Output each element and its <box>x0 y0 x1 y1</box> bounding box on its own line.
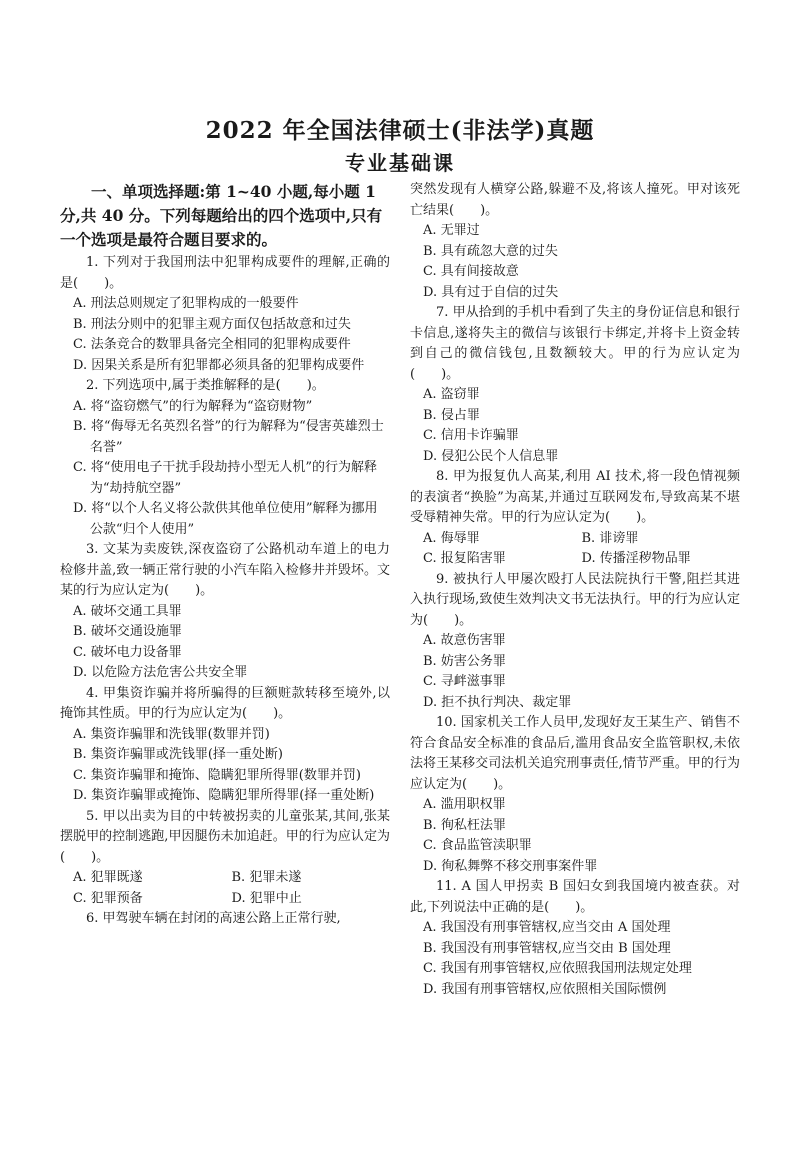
option-d: D. 侵犯公民个人信息罪 <box>423 448 559 464</box>
option-a: A. 将“盗窃燃气”的行为解释为“盗窃财物” <box>73 398 313 414</box>
option-d: D. 将“以个人名义将公款供其他单位使用”解释为挪用公款“归个人使用” <box>73 501 378 537</box>
option-b: B. 刑法分则中的犯罪主观方面仅包括故意和过失 <box>73 316 351 332</box>
option-row <box>60 868 390 889</box>
option-d: D. 拒不执行判决、裁定罪 <box>423 694 572 710</box>
question-stem: 10. 国家机关工作人员甲,发现好友王某生产、销售不符合食品安全标准的食品后,滥用食品安全监管职权,未依法将王某移交司法机关追究刑事责任,情节严重。甲的行为应认定为( )。 <box>410 715 740 792</box>
question-stem: 3. 文某为卖废铁,深夜盗窃了公路机动车道上的电力检修井盖,致一辆正常行驶的小汽车陷入检修井并毁坏。文某的行为应认定为( )。 <box>60 542 390 598</box>
option-a: A. 犯罪既遂 <box>73 870 143 885</box>
option-c: C. 集资诈骗罪和掩饰、隐瞒犯罪所得罪(数罪并罚) <box>73 767 361 783</box>
option-a: A. 无罪过 <box>423 223 480 238</box>
question-stem: 6. 甲驾驶车辆在封闭的高速公路上正常行驶, <box>86 911 341 926</box>
option-a: A. 集资诈骗罪和洗钱罪(数罪并罚) <box>73 726 270 742</box>
option-b: B. 将“侮辱无名英烈名誉”的行为解释为“侵害英雄烈士名誉” <box>73 419 384 455</box>
question-1 <box>60 253 390 376</box>
option-c: C. 法条竞合的数罪具备完全相同的犯罪构成要件 <box>73 337 351 352</box>
option-b: B. 犯罪未遂 <box>231 870 302 885</box>
option-a: A. 我国没有刑事管辖权,应当交由 A 国处理 <box>423 920 671 935</box>
option-a: A. 滥用职权罪 <box>423 797 506 812</box>
option-c: C. 犯罪预备 <box>73 890 143 906</box>
option-c: C. 寻衅滋事罪 <box>423 674 506 689</box>
option-c: C. 将“使用电子干扰手段劫持小型无人机”的行为解释为“劫持航空器” <box>73 460 378 496</box>
question-7 <box>410 303 740 467</box>
option-c: C. 报复陷害罪 <box>423 551 506 566</box>
page-title: 2022 年全国法律硕士(非法学)真题 <box>205 117 595 144</box>
option-b: B. 具有疏忽大意的过失 <box>423 243 558 259</box>
question-stem: 1. 下列对于我国刑法中犯罪构成要件的理解,正确的是( )。 <box>60 255 390 291</box>
left-column <box>60 180 390 930</box>
question-9 <box>410 570 740 714</box>
option-a: A. 故意伤害罪 <box>423 633 506 648</box>
question-10 <box>410 713 740 877</box>
page-subtitle: 专业基础课 <box>345 151 455 175</box>
option-d: D. 具有过于自信的过失 <box>423 284 559 300</box>
option-d: D. 因果关系是所有犯罪都必须具备的犯罪构成要件 <box>73 357 365 373</box>
option-d: D. 徇私舞弊不移交刑事案件罪 <box>423 858 598 874</box>
option-d: D. 以危险方法危害公共安全罪 <box>73 665 248 680</box>
option-c: C. 我国有刑事管辖权,应依照我国刑法规定处理 <box>423 961 692 976</box>
section-heading: 一、单项选择题:第 1~40 小题,每小题 1 分,共 40 分。下列每题给出的四个选项中,只有一个选项是最符合题目要求的。 <box>60 182 383 249</box>
right-column <box>410 180 740 1000</box>
option-row <box>410 549 740 570</box>
option-row <box>60 889 390 910</box>
option-c: C. 食品监管渎职罪 <box>423 838 532 853</box>
question-2 <box>60 376 390 540</box>
option-a: A. 破坏交通工具罪 <box>73 603 182 619</box>
option-d: D. 我国有刑事管辖权,应依照相关国际惯例 <box>423 981 667 997</box>
question-stem: 9. 被执行人甲屡次殴打人民法院执行干警,阻拦其进入执行现场,致使生效判决文书无法执行。甲的行为应认定为( )。 <box>410 571 740 628</box>
question-stem: 5. 甲以出卖为目的中转被拐卖的儿童张某,其间,张某摆脱甲的控制逃跑,甲因腿伤未加追赶。甲的行为应认定为( )。 <box>60 808 390 865</box>
question-4 <box>60 684 390 807</box>
option-a: A. 刑法总则规定了犯罪构成的一般要件 <box>73 296 299 311</box>
option-b: B. 徇私枉法罪 <box>423 817 506 833</box>
question-stem: 2. 下列选项中,属于类推解释的是( )。 <box>86 378 325 393</box>
option-b: B. 妨害公务罪 <box>423 653 506 669</box>
option-a: A. 侮辱罪 <box>423 530 480 546</box>
option-c: C. 信用卡诈骗罪 <box>423 428 519 443</box>
option-d: D. 集资诈骗罪或掩饰、隐瞒犯罪所得罪(择一重处断) <box>73 788 375 803</box>
question-11 <box>410 877 740 1000</box>
question-8 <box>410 467 740 570</box>
question-5 <box>60 807 390 910</box>
option-d: D. 传播淫秽物品罪 <box>581 551 691 566</box>
option-row <box>410 529 740 550</box>
option-b: B. 侵占罪 <box>423 407 480 423</box>
option-b: B. 诽谤罪 <box>581 530 639 546</box>
question-stem: 8. 甲为报复仇人高某,利用 AI 技术,将一段色情视频的表演者“换脸”为高某,并通过互联网发布,导致高某不堪受辱精神失常。甲的行为应认定为( )。 <box>410 469 740 525</box>
option-b: B. 破坏交通设施罪 <box>73 624 182 639</box>
question-3 <box>60 540 390 684</box>
option-b: B. 集资诈骗罪或洗钱罪(择一重处断) <box>73 747 283 762</box>
option-b: B. 我国没有刑事管辖权,应当交由 B 国处理 <box>423 940 671 956</box>
option-c: C. 具有间接故意 <box>423 264 519 279</box>
option-d: D. 犯罪中止 <box>231 890 302 906</box>
question-stem: 7. 甲从拾到的手机中看到了失主的身份证信息和银行卡信息,遂将失主的微信与该银行卡绑定,并将卡上资金转到自己的微信钱包,且数额较大。甲的行为应认定为( )。 <box>410 305 740 382</box>
question-stem-continued: 突然发现有人横穿公路,躲避不及,将该人撞死。甲对该死亡结果( )。 <box>410 182 740 218</box>
question-6 <box>60 909 390 930</box>
option-c: C. 破坏电力设备罪 <box>73 644 182 660</box>
question-6-continued <box>410 180 740 303</box>
option-a: A. 盗窃罪 <box>423 387 480 402</box>
question-stem: 4. 甲集资诈骗并将所骗得的巨额赃款转移至境外,以掩饰其性质。甲的行为应认定为( )。 <box>60 685 390 721</box>
question-stem: 11. A 国人甲拐卖 B 国妇女到我国境内被查获。对此,下列说法中正确的是( )。 <box>410 879 740 915</box>
